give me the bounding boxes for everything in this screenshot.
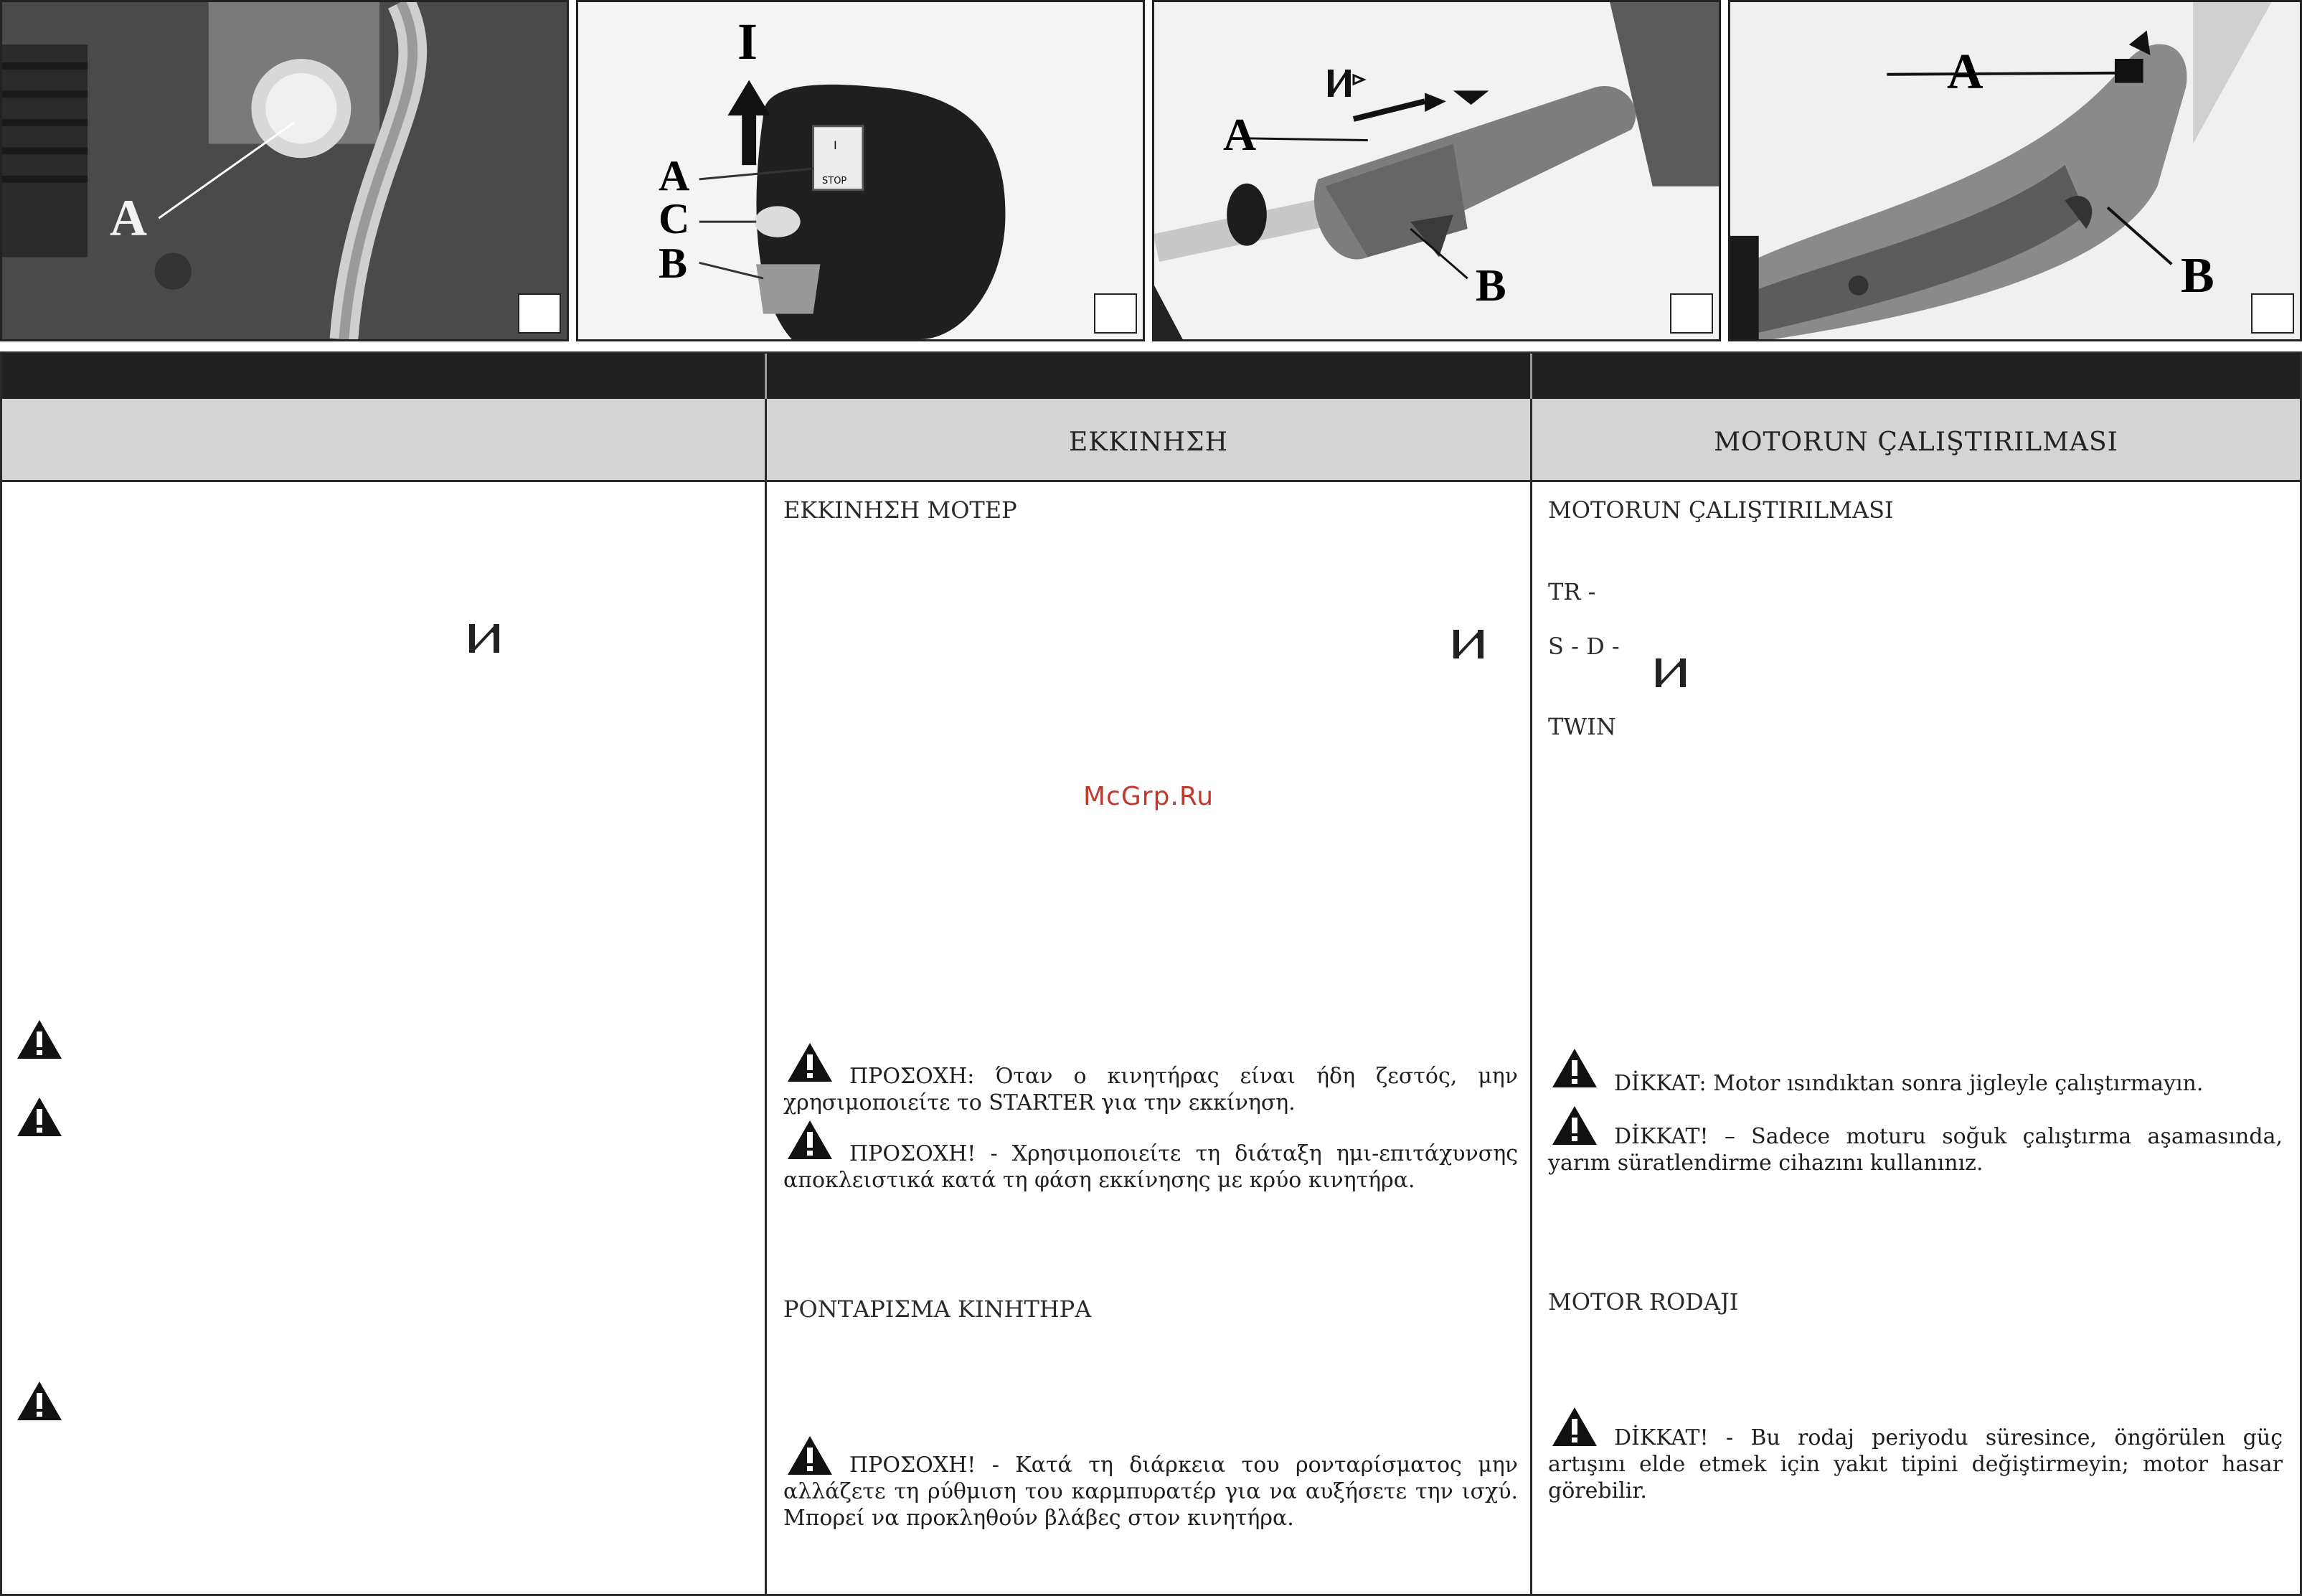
right-section1-heading: MOTORUN ÇALIŞTIRILMASI — [1548, 496, 1894, 524]
right-warning-1: DİKKAT: Motor ısındıktan sonra jigleyle çalıştırmayın. — [1614, 1071, 2204, 1096]
switch-label-stop: STOP — [822, 176, 847, 186]
middle-warning-2: ΠΡΟΣΟΧΗ! - Χρησιμοποιείτε τη διάταξη ημι-επιτάχυνσης αποκλειστικά κατά τη φάση εκκίνησης με κρύο κινητήρα. — [783, 1141, 1518, 1193]
right-section2-heading: MOTOR RODAJI — [1548, 1288, 1739, 1316]
warning-triangle-icon — [16, 1019, 63, 1060]
warning-triangle-icon — [16, 1096, 63, 1138]
photo2-label-c: C — [659, 195, 690, 242]
right-warning-3: DİKKAT! - Bu rodaj periyodu süresince, öngörülen güç artışını elde etmek için yakıt tipini değiştirmeyin; motor hasar görebilir. — [1548, 1425, 2283, 1503]
choke-symbol-icon — [1326, 65, 1369, 101]
column-title-row — [0, 399, 2302, 482]
photo1-label-a: A — [110, 189, 147, 247]
middle-section2-heading: ΡΟΝΤΑΡΙΣΜΑ ΚΙΝΗΤΗΡΑ — [783, 1295, 1092, 1323]
choke-symbol-icon — [468, 623, 502, 654]
choke-symbol-icon — [1452, 628, 1486, 660]
photo-throttle-handle — [1152, 0, 1721, 341]
photo4-label-b: B — [2181, 248, 2214, 303]
photo-primer-bulb — [0, 0, 569, 341]
right-twin-label: TWIN — [1548, 713, 1616, 740]
right-column-title: MOTORUN ÇALIŞTIRILMASI — [1714, 428, 2118, 457]
photo2-label-b: B — [659, 240, 688, 287]
photo3-label-a: A — [1223, 109, 1257, 160]
middle-section1-heading: ΕΚΚΙΝΗΣΗ ΜΟΤΕΡ — [783, 496, 1017, 524]
middle-warning-3: ΠΡΟΣΟΧΗ! - Κατά τη διάρκεια του ρονταρίσματος μην αλλάζετε τη ρύθμιση του καρμπυρατέρ για να αυξήσετε την ισχύ. Μπορεί να προκληθούν βλάβες στον κινητήρα. — [783, 1453, 1518, 1531]
photo-stop-switch — [576, 0, 1145, 341]
middle-column-title: ΕΚΚΙΝΗΣΗ — [1068, 428, 1229, 457]
watermark: McGrp.Ru — [1083, 782, 1214, 811]
right-warning-2: DİKKAT! – Sadece moturu soğuk çalıştırma aşamasında, yarım süratlendirme cihazını kullanınız. — [1548, 1124, 2283, 1176]
right-sd-label: S - D - — [1548, 633, 1620, 660]
photo2-label-a: A — [659, 152, 690, 199]
photo2-label-i: I — [737, 13, 758, 70]
figure-number-box — [1670, 293, 1713, 334]
warning-triangle-icon — [16, 1380, 63, 1422]
header-bar — [0, 351, 2302, 399]
figure-number-box — [2251, 293, 2294, 334]
middle-warning-1: ΠΡΟΣΟΧΗ: Όταν ο κινητήρας είναι ήδη ζεστός, μην χρησιμοποιείτε το STARTER για την εκκίνηση. — [783, 1064, 1518, 1115]
right-tr-label: TR - — [1548, 578, 1596, 605]
photo-rear-handle — [1728, 0, 2302, 341]
figure-number-box — [1094, 293, 1137, 334]
photo3-label-b: B — [1476, 260, 1506, 311]
photo4-label-a: A — [1947, 44, 1983, 100]
figure-number-box — [518, 293, 561, 334]
switch-label-i: I — [834, 138, 837, 152]
choke-symbol-icon — [1654, 657, 1689, 689]
